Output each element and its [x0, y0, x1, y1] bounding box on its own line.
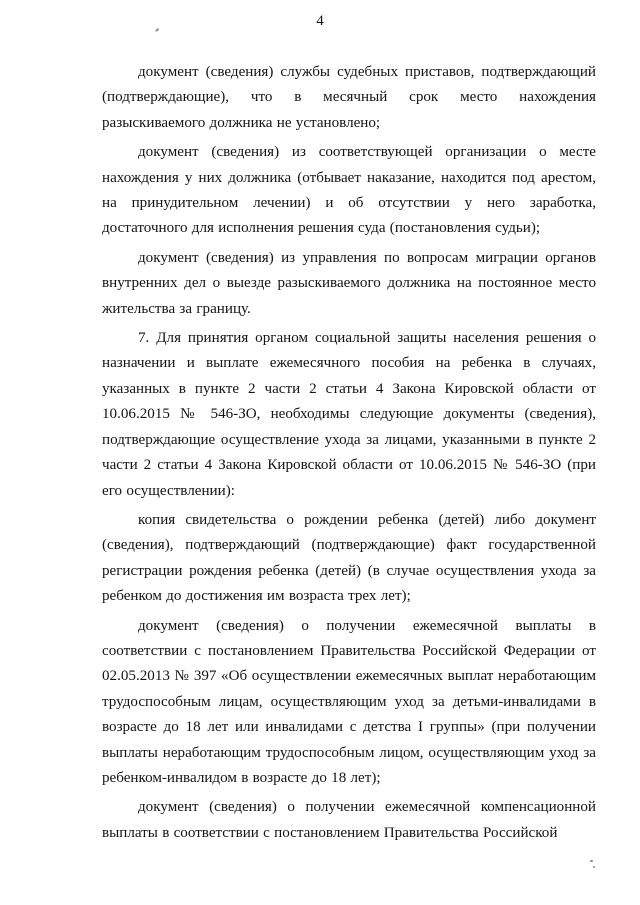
page-number: 4 — [316, 13, 324, 29]
paragraph-monthly-payment: документ (сведения) о получении ежемесячной выплаты в соответствии с постановлением Правительства Российской Федерации от 02.05.2013 № 397 «Об осуществлении ежемесячных выплат неработающим трудоспособным лицам, осуществляющим уход за детьми-инвалидами в возрасте до 18 лет или инвалидами с детства I группы» (при получении выплаты неработающим трудоспособным лицом, осуществляющим уход за ребенком-инвалидом в возрасте до 18 лет); — [102, 617, 596, 786]
document-body — [102, 60, 596, 850]
scan-speck — [593, 866, 595, 868]
paragraph-migration-document: документ (сведения) из управления по вопросам миграции органов внутренних дел о выезде разыскиваемого должника на постоянное место жительства за границу. — [102, 249, 596, 317]
paragraph-item-7: 7. Для принятия органом социальной защиты населения решения о назначении и выплате ежемесячного пособия на ребенка в случаях, указанных в пункте 2 части 2 статьи 4 Закона Кировской области от 10.06.2015 № 546-ЗО, необходимы следующие документы (сведения), подтверждающие осуществление ухода за лицами, указанными в пункте 2 части 2 статьи 4 Закона Кировской области от 10.06.2015 № 546-ЗО (при его осуществлении): — [102, 330, 596, 499]
paragraph-birth-certificate: копия свидетельства о рождении ребенка (детей) либо документ (сведения), подтверждающий (подтверждающие) факт государственной регистрации рождения ребенка (детей) (в случае осуществления ухода за ребенком до достижения им возраста трех лет); — [102, 511, 596, 605]
paragraph-compensation-payment: документ (сведения) о получении ежемесячной компенсационной выплаты в соответствии с постановлением Правительства Российской — [102, 799, 596, 841]
scan-speck — [590, 860, 593, 862]
paragraph-organization-document: документ (сведения) из соответствующей организации о месте нахождения у них должника (отбывает наказание, находится под арестом, на принудительном лечении) и об отсутствии у него заработка, достаточного для исполнения решения суда (постановления судьи); — [102, 144, 596, 237]
paragraph-bailiff-document: документ (сведения) службы судебных приставов, подтверждающий (подтверждающие), что в месячный срок место нахождения разыскиваемого должника не установлено; — [102, 64, 596, 131]
